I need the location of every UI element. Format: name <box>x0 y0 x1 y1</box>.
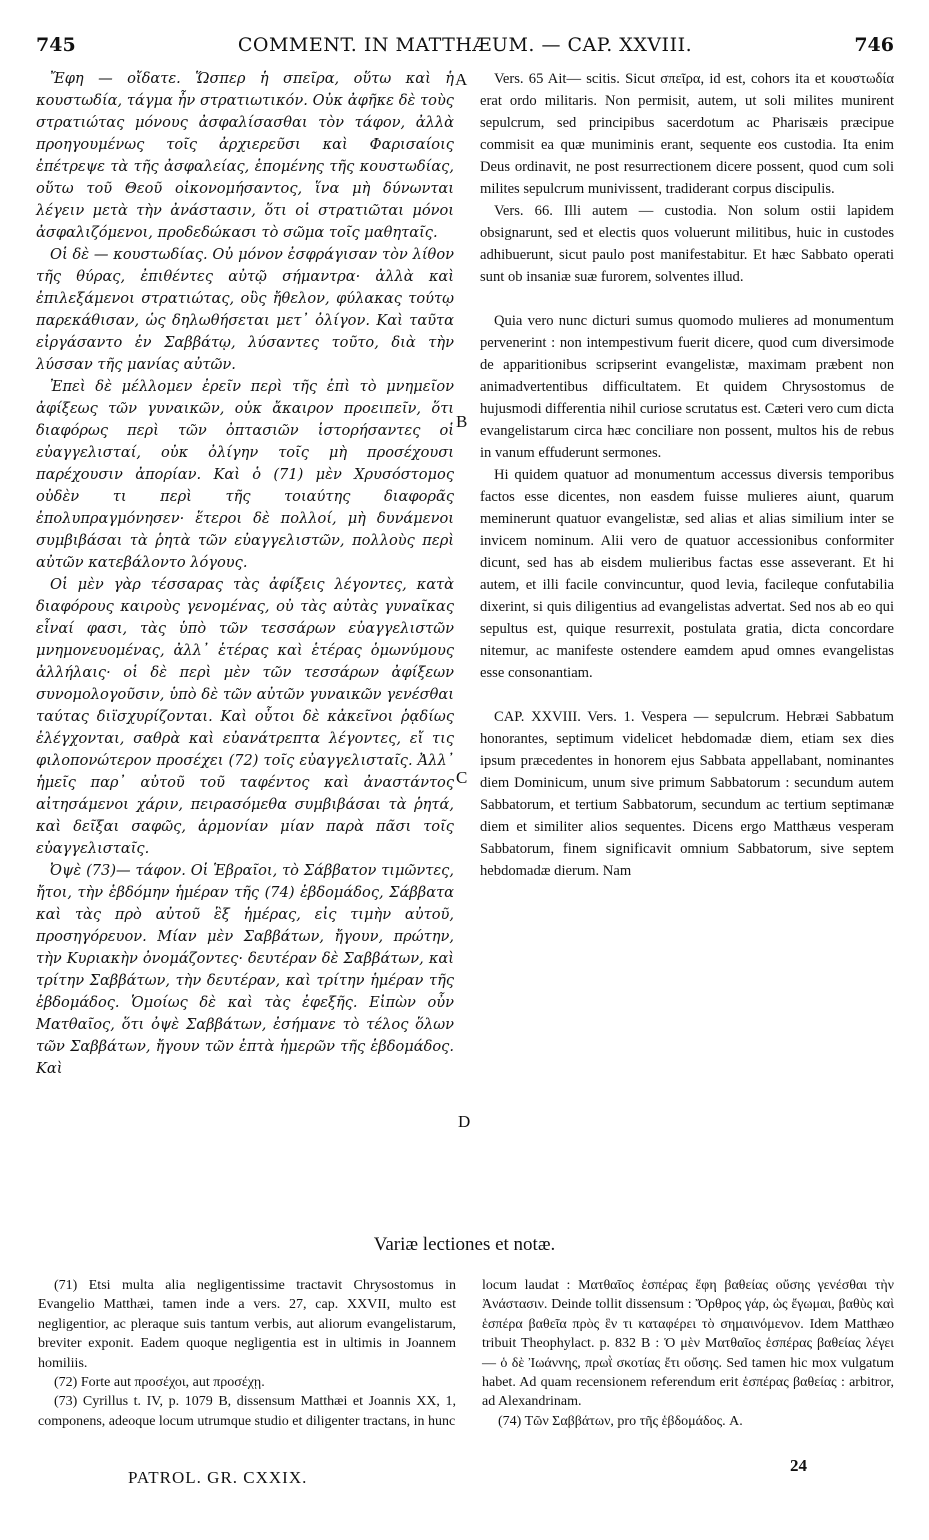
notes-title: Variæ lectiones et notæ. <box>373 1234 556 1255</box>
margin-letter-d: D <box>458 1112 471 1131</box>
latin-paragraph: Hi quidem quatuor ad monumentum accessus diversis temporibus factos esse dicentes, non easdem fuisse mulieres aiunt, quarum meminerunt quatuor evangelistæ, sed alias et alias similium inter se invicem nominum. Alii vero de quatuor accessionibus conformiter dicunt, sed has ab eisdem mulieribus factas esse asseverant. Et hi autem, et illi facile convincuntur, quod levia, facileque confutabilia dixerint, si quis diligentius ad evangelistas advertat. Sed nos ab eo qui sepultus est, quique resurrexit, postulata gratia, dicta concordare nitemur, ac manifeste ostendere eamdem apud omnes evangelistas esse consonantiam. <box>480 467 894 681</box>
latin-column <box>480 68 894 882</box>
latin-paragraph: Vers. 65 Ait— scitis. Sicut σπεῖρα, id est, cohors ita et κουστωδία erat ordo militaris. Non permisit, autem, ut soli milites munirent sepulcrum, sed principibus sacerdotum ac Pharisæis præcipue commisit ea quæ muniminis erant, sequente eos custodia. Ita enim Deus ordinavit, ne post resurrectionem dicere possent, quod cum soli milites sepulcrum munivissent, tradiderant corpus discipulis. <box>480 71 894 197</box>
margin-letter-b: B <box>456 412 468 431</box>
page-number-right: 746 <box>854 34 894 56</box>
footnote: locum laudat : Ματθαῖος ἑσπέρας ἔφη βαθείας οὔσης γενέσθαι τὴν Ἀνάστασιν. Deinde tollit dissensum : Ὄρθρος γάρ, ὡς ἔγωμαι, βαθὺς καὶ ἑσπέρα βαθεῖα πρὸς ἓν τι καταφέρει τὸ σημαινόμενον. Idem Matthæo tribuit Theophylact. p. 832 B : Ὁ μὲν Ματθαῖος ἑσπέρας βαθείας λέγει — ὁ δὲ Ἰωάννης, πρωῒ σκοτίας ἔτι οὔσης. Sed tamen hic mox vulgatum habet. Ad quam recensionem referendum erit ἑσπέρας βαθείας : arbitror, ad Alexandrinam. <box>482 1278 894 1410</box>
margin-letter-c: C <box>456 768 468 787</box>
greek-paragraph: Οἱ μὲν γὰρ τέσσαρας τὰς ἀφίξεις λέγοντες, κατὰ διαφόρους καιροὺς γενομένας, οὐ τὰς αὐτὰς γυναῖκας εἶναί φασι, τὰς ὑπὸ τῶν τεσσάρων εὐαγγελιστῶν μνημονευομένας, ἀλλ᾽ ἑτέρας καὶ ἑτέρας ὁμωνύμους ἀλλήλαις· οἱ δὲ περὶ μὲν τῶν τεσσάρων ἀφίξεων συνομολογοῦσιν, ὑπὸ δὲ τῶν αὐτῶν γυναικῶν γενέσθαι ταύτας διϊσχυρίζονται. Καὶ οὗτοι δὲ κἀκεῖνοι ῥᾳδίως ἐλέγχονται, σαθρὰ καὶ εὐανάτρεπτα λέγοντες, εἴ τις φιλοπονώτερον προσέχει (72) τοῖς εὐαγγελισταῖς. Ἀλλ᾽ ἡμεῖς παρ᾽ αὐτοῦ τοῦ ταφέντος καὶ ἀναστάντος αἰτησάμενοι χάριν, πειρασόμεθα συμβιβάσαι τὰ ῥητά, καὶ δεῖξαι σαφῶς, ἁρμονίαν μίαν παρὰ πᾶσι τοῖς εὐαγγελισταῖς. <box>36 576 454 857</box>
margin-letter-a: A <box>455 70 468 89</box>
footnote: (71) Etsi multa alia negligentissime tractavit Chrysostomus in Evangelio Matthæi, tamen inde a vers. 27, cap. XXVII, multo est negligentior, ac pleraque suis tantum verbis, aut aliorum evangelistarum, breviter exponit. Eadem quoque negligentia est in ultimis in Joannem homiliis. <box>38 1278 456 1371</box>
latin-paragraph: Quia vero nunc dicturi sumus quomodo mulieres ad monumentum pervenerint : non intempestivum fuerit dicere, quod cum diversimode de apparitionibus scripserint evangelistæ, maximam præbent non animadvertentibus difficultatem. Et quidem Chrysostomus de hujusmodi differentia nihil curiose scrutatus est. Cæteri vero cum dicta evangelistarum circa hæc conciliare non possent, multos his de rebus in vanum effuderunt sermones. <box>480 313 894 461</box>
greek-paragraph: Οἱ δὲ — κουστωδίας. Οὐ μόνον ἐσφράγισαν τὸν λίθον τῆς θύρας, ἐπιθέντες αὐτῷ σήμαντρα· ἀλλὰ καὶ ἐπιλεξάμενοι στρατιώτας, οὓς ἤθελον, φύλακας τούτῳ παρεκάθισαν, ὡς δηλωθήσεται μετ᾽ ὀλίγον. Καὶ ταῦτα εἰργάσαντο ἐν Σαββάτῳ, λύσαντες τοῦτο, διὰ τὴν λύσσαν τῆς μανίας αὐτῶν. <box>36 246 454 373</box>
notes-right-column <box>482 1276 894 1431</box>
notes-left-column <box>38 1276 456 1431</box>
series-footer: PATROL. GR. CXXIX. <box>128 1468 308 1487</box>
latin-paragraph: Vers. 66. Illi autem — custodia. Non solum ostii lapidem obsignarunt, sed et electis quos voluerunt militibus, huic in custodes adhibuerunt, sicut paulo post manifestabitur. Et hæc Sabbato operati sunt ob insaniæ suæ furorem, solventes illud. <box>480 203 894 285</box>
signature-mark: 24 <box>790 1456 807 1475</box>
running-header <box>36 34 894 64</box>
footnote: (74) Τῶν Σαββάτων, pro τῆς ἑβδομάδος. A. <box>498 1413 743 1429</box>
footnote: (73) Cyrillus t. IV, p. 1079 B, dissensum Matthæi et Joannis XX, 1, componens, adeoque locum utrumque studio et diligenter tractans, in hunc <box>38 1394 456 1429</box>
greek-column <box>36 68 454 1080</box>
greek-paragraph: Ἔφη — οἴδατε. Ὥσπερ ἡ σπεῖρα, οὕτω καὶ ἡ κουστωδία, τάγμα ἦν στρατιωτικόν. Οὐκ ἀφῆκε δὲ τοὺς στρατιώτας μόνους ἀσφαλίσασθαι τὸν τάφον, ἀλλὰ προηγουμένως τοῖς ἀρχιερεῦσι καὶ Φαρισαίοις ἐπέτρεψε τὰ τῆς ἀσφαλείας, ἑπομένης τῆς κουστωδίας, οὕτω τοῦ Θεοῦ οἰκονομήσαντος, ἵνα μὴ δύνωνται λέγειν μετὰ τὴν ἀνάστασιν, ὅτι οἱ στρατιῶται μόνοι ἀσφαλιζόμενοι, προδεδώκασι τὸ σῶμα τοῖς μαθηταῖς. <box>36 70 454 241</box>
greek-paragraph: Ἐπεὶ δὲ μέλλομεν ἐρεῖν περὶ τῆς ἐπὶ τὸ μνημεῖον ἀφίξεως τῶν γυναικῶν, οὐκ ἄκαιρον προειπεῖν, ὅτι διαφόρως περὶ τῶν ὀπτασιῶν ἱστορήσαντες οἱ εὐαγγελισταί, οὐκ ὀλίγην τοῖς μὴ προσέχουσι παρέχουσιν ἀπορίαν. Καὶ ὁ (71) μὲν Χρυσόστομος οὐδὲν τι περὶ τῆς τοιαύτης διαφορᾶς ἐπολυπραγμόνησεν· ἕτεροι δὲ πολλοί, μὴ δυνάμενοι συμβιβάσαι τὰ ῥητὰ τῶν εὐαγγελιστῶν, πολλοὺς περὶ αὐτῶν κατεβάλοντο λόγους. <box>36 378 454 571</box>
page-number-left: 745 <box>36 34 76 56</box>
greek-paragraph: Ὀψὲ (73)— τάφον. Οἱ Ἑβραῖοι, τὸ Σάββατον τιμῶντες, ἤτοι, τὴν ἑβδόμην ἡμέραν τῆς (74) ἑβδομάδος, Σάββατα καὶ τὰς πρὸ αὐτοῦ ἓξ ἡμέρας, εἰς τιμὴν αὐτοῦ, προσηγόρευον. Μίαν μὲν Σαββάτων, ἤγουν, πρώτην, τὴν Κυριακὴν ὀνομάζοντες· δευτέραν δὲ Σαββάτων, καὶ τρίτην Σαββάτων, τὴν δευτέραν, καὶ τρίτην ἡμέραν τῆς ἑβδομάδος. Ὁμοίως δὲ καὶ τὰς ἐφεξῆς. Εἰπὼν οὖν Ματθαῖος, ὅτι ὀψὲ Σαββάτων, ἐσήμανε τὸ τέλος ὅλων τῶν Σαββάτων, ἤγουν τῶν ἑπτὰ ἡμερῶν τῆς ἑβδομάδος. Καὶ <box>36 862 454 1077</box>
running-title: COMMENT. IN MATTHÆUM. — CAP. XXVIII. <box>237 34 693 56</box>
footnote: (72) Forte aut προσέχοι, aut προσέχῃ. <box>54 1375 265 1391</box>
latin-paragraph: CAP. XXVIII. Vers. 1. Vespera — sepulcrum. Hebræi Sabbatum honorantes, septimum videlicet hebdomadæ diem, etiam sex dies ipsum præcedentes in honorem ejus Sabbata appellabant, nominantes diem Dominicum, unum sive primum Sabbatorum : secundum autem Sabbatorum, et tertium Sabbatorum, secundum ac tertium septimanæ diem et similiter alios sequentes. Dicens ergo Matthæus vesperam Sabbatorum, finem significavit omnium Sabbatorum, sive septem hebdomadæ dierum. Nam <box>480 709 894 879</box>
